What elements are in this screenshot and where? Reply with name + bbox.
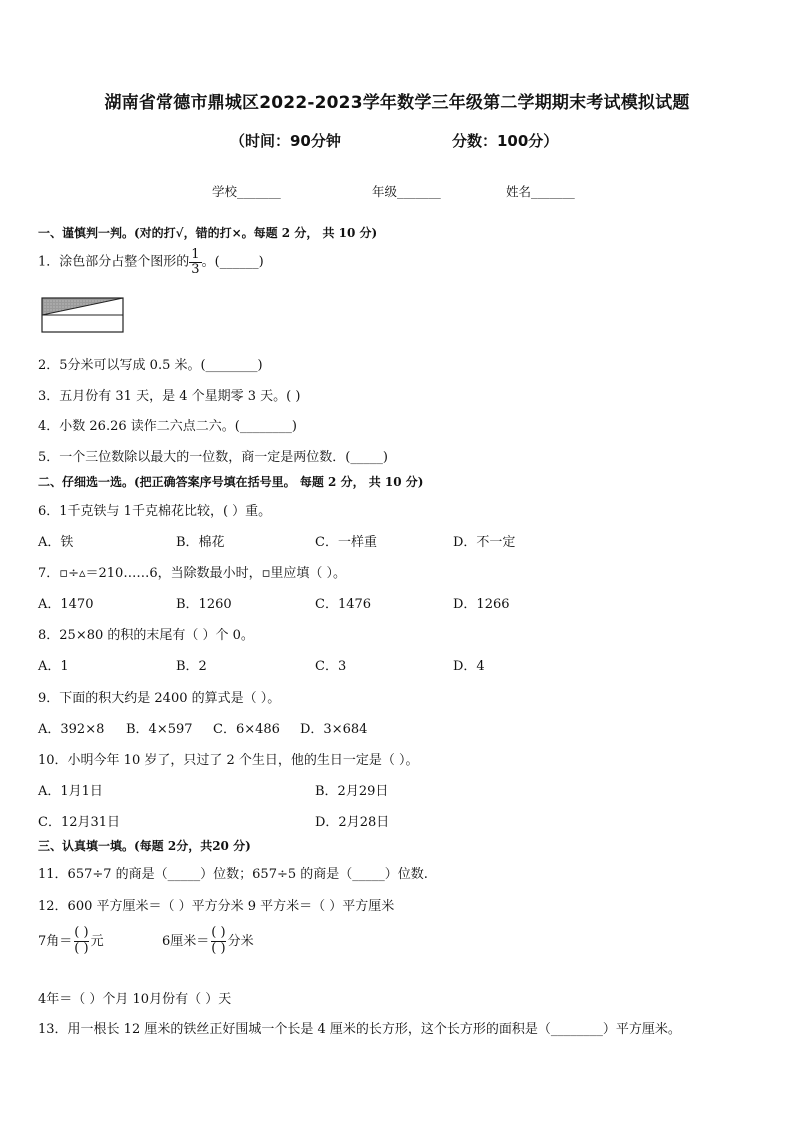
exam-score: 分数：100分） (452, 132, 559, 150)
question-9: 9．下面的积大约是 2400 的算式是（ ）。 (38, 691, 281, 706)
blank-fraction[interactable]: ( ) ( ) (74, 925, 89, 956)
question-4: 4．小数 26.26 读作二六点二六。(________) (38, 419, 297, 434)
question-12-jiao-to-yuan: 7角＝ ( ) ( ) 元 (38, 925, 104, 956)
question-12-months-days: 4年＝（ ）个月 10月份有（ ）天 (38, 992, 232, 1007)
q7-option-c[interactable]: C．1476 (315, 597, 372, 612)
blank-fraction[interactable]: ( ) ( ) (211, 925, 226, 956)
name-field[interactable]: 姓名_______ (506, 184, 575, 199)
question-13: 13．用一根长 12 厘米的铁丝正好围城一个长是 4 厘米的长方形，这个长方形的面积是（________）平方厘米。 (38, 1022, 681, 1037)
question-5: 5．一个三位数除以最大的一位数，商一定是两位数．(_____) (38, 450, 388, 465)
q6-option-d[interactable]: D．不一定 (453, 535, 516, 550)
question-12: 12．600 平方厘米＝（ ）平方分米 9 平方米＝（ ）平方厘米 (38, 899, 395, 914)
shaded-rectangle-figure (41, 297, 125, 333)
q7-option-d[interactable]: D．1266 (453, 597, 510, 612)
question-2: 2．5分米可以写成 0.5 米。(________) (38, 358, 263, 373)
question-11: 11．657÷7 的商是（_____）位数；657÷5 的商是（_____）位数. (38, 867, 428, 882)
question-1: 1．涂色部分占整个图形的 $\frac{1}{3}$ 。(______) (38, 247, 264, 277)
q9-option-d[interactable]: D．3×684 (300, 722, 368, 737)
q7-option-a[interactable]: A．1470 (38, 597, 94, 612)
q8-option-a[interactable]: A．1 (38, 659, 69, 674)
q9-option-a[interactable]: A．392×8 (38, 722, 105, 737)
q9-option-b[interactable]: B．4×597 (126, 722, 193, 737)
q10-option-d[interactable]: D．2月28日 (315, 815, 390, 830)
section-3-header: 三、认真填一填。(每题 2分，共20 分) (38, 839, 251, 853)
q7-option-b[interactable]: B．1260 (176, 597, 232, 612)
question-7: 7．▫÷▵＝210……6，当除数最小时，▫里应填（ ）。 (38, 566, 347, 581)
section-1-header: 一、谨慎判一判。(对的打√，错的打×。每题 2 分， 共 10 分) (38, 226, 378, 240)
section-2-header: 二、仔细选一选。(把正确答案序号填在括号里。 每题 2 分， 共 10 分) (38, 475, 424, 489)
exam-time: （时间：90分钟 (230, 132, 341, 150)
grade-field[interactable]: 年级_______ (372, 184, 441, 199)
q8-option-b[interactable]: B．2 (176, 659, 207, 674)
q6-option-b[interactable]: B．棉花 (176, 535, 225, 550)
page-title: 湖南省常德市鼎城区2022-2023学年数学三年级第二学期期末考试模拟试题 (104, 93, 690, 113)
q10-option-c[interactable]: C．12月31日 (38, 815, 121, 830)
q10-option-b[interactable]: B．2月29日 (315, 784, 389, 799)
fraction-one-third: $\frac{1}{3}$ (191, 247, 200, 277)
q8-option-d[interactable]: D．4 (453, 659, 485, 674)
question-8: 8．25×80 的积的末尾有（ ）个 0。 (38, 628, 254, 643)
q9-option-c[interactable]: C．6×486 (213, 722, 280, 737)
q8-option-c[interactable]: C．3 (315, 659, 347, 674)
question-6: 6．1千克铁与 1千克棉花比较，( ）重。 (38, 504, 272, 519)
q6-option-a[interactable]: A．铁 (38, 535, 74, 550)
question-3: 3．五月份有 31 天，是 4 个星期零 3 天。( ) (38, 389, 301, 404)
question-12-cm-to-dm: 6厘米＝ ( ) ( ) 分米 (162, 925, 254, 956)
q10-option-a[interactable]: A．1月1日 (38, 784, 103, 799)
q6-option-c[interactable]: C．一样重 (315, 535, 377, 550)
school-field[interactable]: 学校_______ (212, 184, 281, 199)
question-10: 10．小明今年 10 岁了，只过了 2 个生日，他的生日一定是（ ）。 (38, 753, 419, 768)
